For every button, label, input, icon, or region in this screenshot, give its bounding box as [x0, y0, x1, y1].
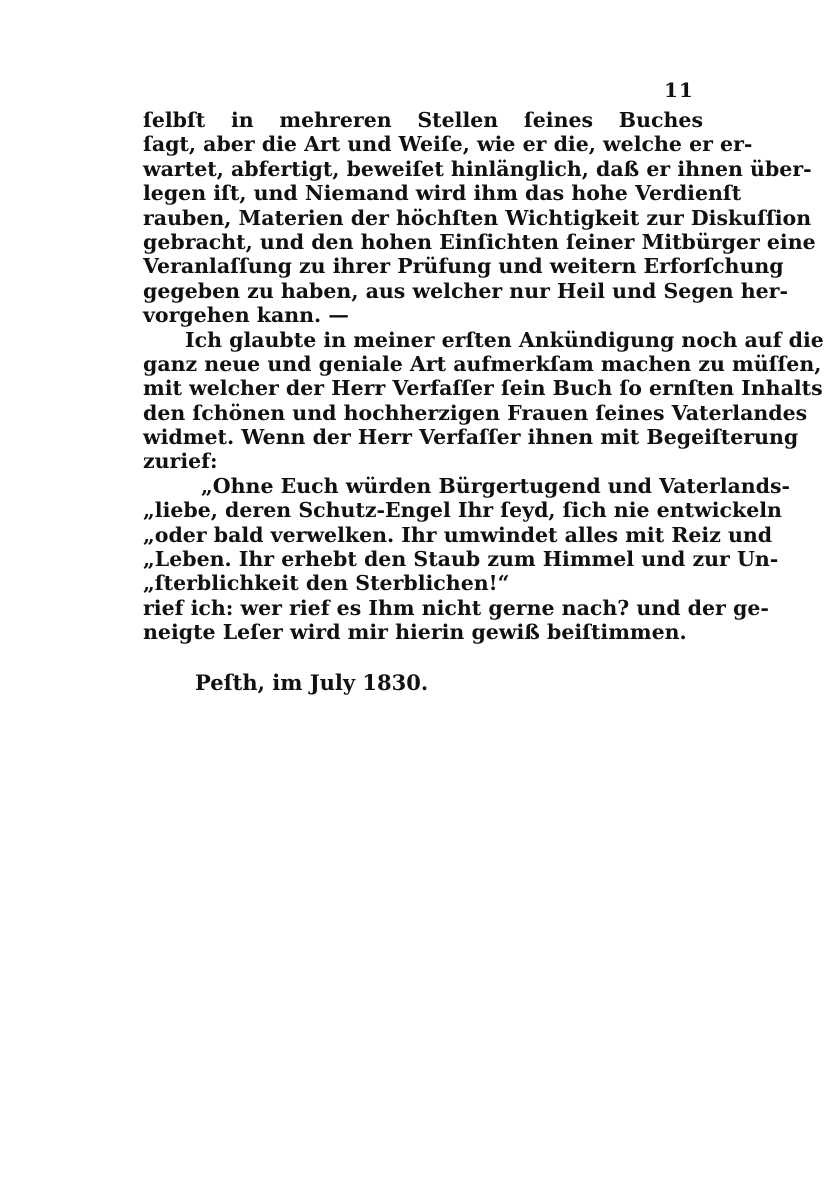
quote-line: „oder bald verwelken. Ihr umwindet alles mit Reiz und — [143, 522, 773, 547]
text-line: mit welcher der Herr Verfaſſer ſein Buch ſo ernſten Inhalts — [143, 376, 823, 401]
text-line: zurief: — [143, 449, 218, 474]
quote-line: „Leben. Ihr erhebt den Staub zum Himmel und zur Un- — [143, 547, 779, 572]
text-line: wartet, abfertigt, beweiſet hinlänglich, daß er ihnen über- — [143, 156, 812, 181]
text-line: Ich glaubte in meiner erſten Ankündigung noch auf die — [185, 327, 824, 352]
text-line: den ſchönen und hochherzigen Frauen ſeines Vaterlandes — [143, 400, 808, 425]
text-line: Veranlaſſung zu ihrer Prüfung und weitern Erforſchung — [143, 254, 784, 279]
text-line: rauben, Materien der höchſten Wichtigkeit zur Diskuſſion — [143, 205, 812, 230]
text-line: widmet. Wenn der Herr Verfaſſer ihnen mit Begeiſterung — [143, 425, 799, 450]
text-line: gebracht, und den hohen Einſichten ſeiner Mitbürger eine — [143, 229, 816, 254]
text-line: vorgehen kann. — — [143, 303, 349, 328]
quote-line: „liebe, deren Schutz-Engel Ihr ſeyd, ſich nie entwickeln — [143, 498, 782, 523]
dateline: Peſth, im July 1830. — [195, 669, 429, 695]
page-number: 11 — [664, 78, 694, 102]
text-line: ſagt, aber die Art und Weiſe, wie er die, welche er er- — [143, 132, 753, 157]
quote-line: „Ohne Euch würden Bürgertugend und Vaterlands- — [201, 473, 791, 498]
text-line: ganz neue und geniale Art aufmerkſam machen zu müſſen, — [143, 351, 822, 376]
text-line: gegeben zu haben, aus welcher nur Heil und Segen her- — [143, 278, 788, 303]
text-line: rief ich: wer rief es Ihm nicht gerne nach? und der ge- — [143, 595, 769, 620]
quote-line: „ſterblichkeit den Sterblichen!“ — [143, 571, 510, 596]
body-text — [143, 108, 824, 695]
text-line: neigte Leſer wird mir hierin gewiß beiſtimmen. — [143, 620, 687, 645]
text-line: legen iſt, und Niemand wird ihm das hohe Verdienſt — [143, 181, 742, 206]
text-line: ſelbſt in mehreren Stellen ſeines Buches — [143, 108, 703, 132]
